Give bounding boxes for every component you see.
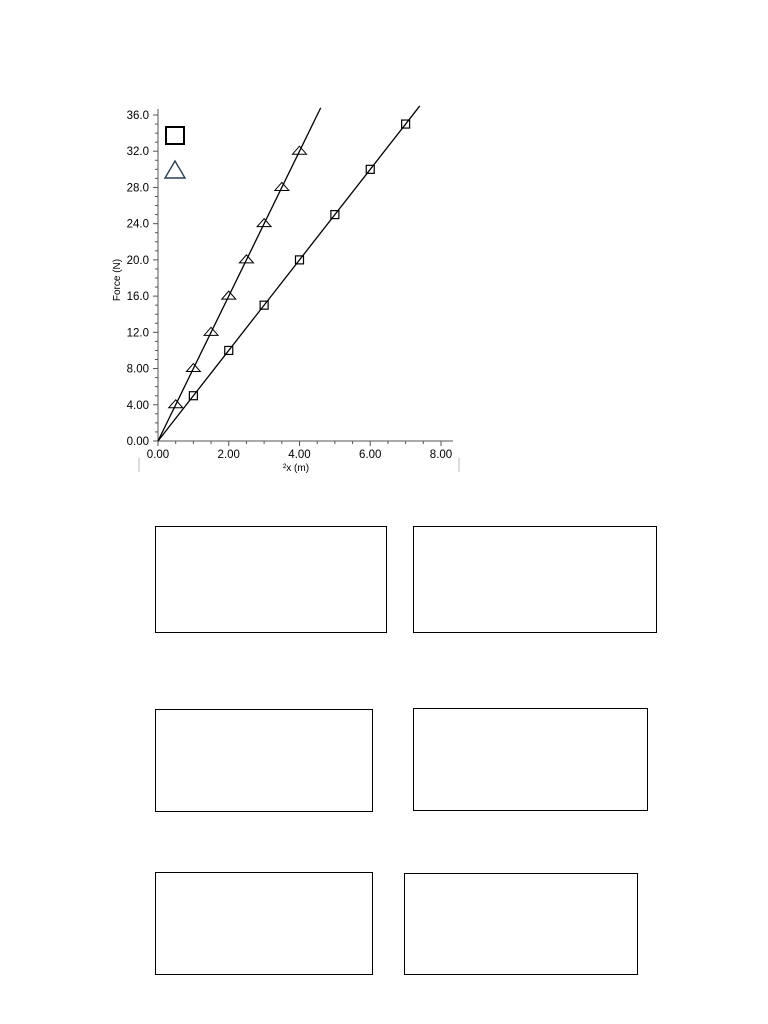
square-series-fit-line xyxy=(158,106,420,441)
x-tick-label: 0.00 xyxy=(146,449,170,461)
y-tick-label: 20.0 xyxy=(126,254,149,267)
answer-box-6[interactable] xyxy=(404,873,638,975)
fit-lines xyxy=(158,106,420,441)
x-tick-label: 8.00 xyxy=(429,449,453,461)
y-tick-label: 8.00 xyxy=(126,363,149,376)
force-displacement-chart xyxy=(0,0,768,500)
legend-square-marker xyxy=(166,127,184,144)
y-tick-label: 16.0 xyxy=(126,291,149,304)
answer-box-4[interactable] xyxy=(413,708,648,811)
y-axis-label: Force (N) xyxy=(112,258,123,302)
axes-layer xyxy=(139,109,459,472)
y-tick-label: 0.00 xyxy=(126,436,149,448)
y-tick-label: 28.0 xyxy=(126,182,149,195)
data-markers xyxy=(169,120,410,408)
y-tick-label: 4.00 xyxy=(126,399,149,412)
y-tick-label: 36.0 xyxy=(126,110,149,122)
x-tick-label: 6.00 xyxy=(359,449,382,461)
y-tick-label: 12.0 xyxy=(126,327,149,340)
legend-triangle-marker xyxy=(165,161,185,178)
triangle-series-fit-line xyxy=(158,108,321,441)
y-tick-label: 24.0 xyxy=(126,218,149,231)
x-tick-label: 2.00 xyxy=(217,449,240,461)
answer-box-3[interactable] xyxy=(155,709,373,812)
answer-box-2[interactable] xyxy=(413,526,657,633)
answer-box-5[interactable] xyxy=(155,872,373,975)
answer-box-1[interactable] xyxy=(155,526,387,633)
legend xyxy=(165,127,185,178)
x-tick-label: 4.00 xyxy=(288,449,311,461)
y-tick-label: 32.0 xyxy=(126,146,149,159)
x-axis-label: ²x (m) xyxy=(282,463,310,474)
